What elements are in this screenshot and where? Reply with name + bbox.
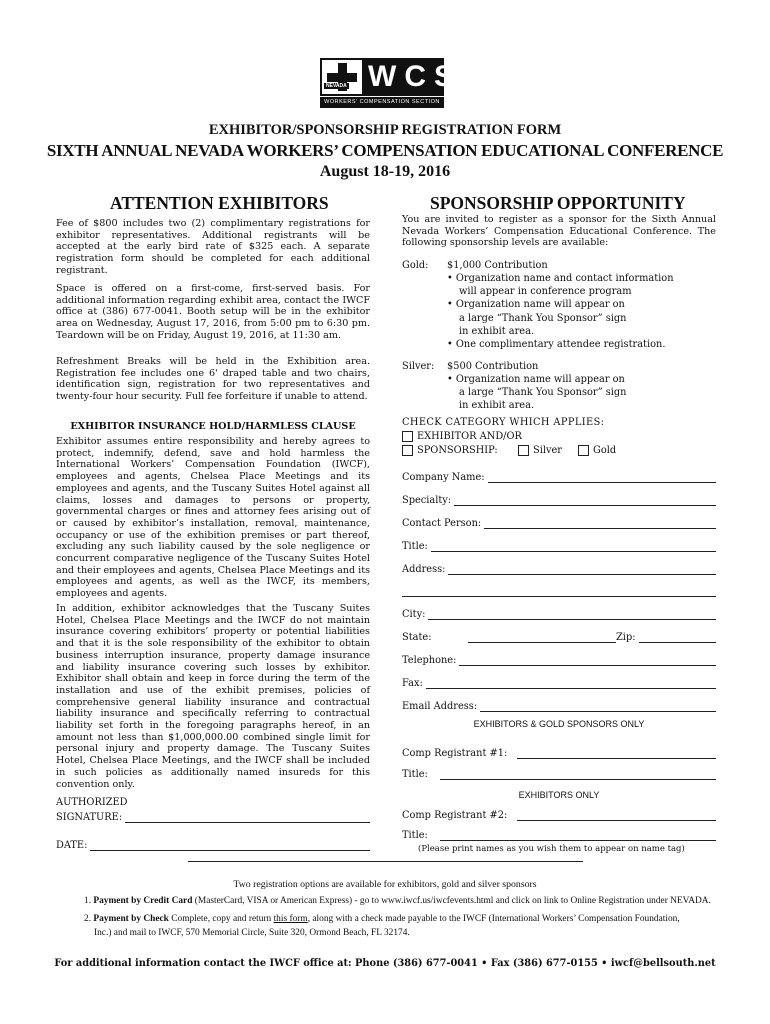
wcs-logo	[320, 58, 462, 108]
date-field[interactable]	[56, 840, 370, 851]
option-credit-card	[84, 895, 744, 909]
comp-registrant-2-field[interactable]	[402, 810, 716, 821]
option-2-text: Complete, copy and return	[171, 914, 272, 924]
sponsorship-option	[402, 445, 498, 456]
option-2-address: Inc.) and mail to IWCF, 570 Memorial Circle, Suite 320, Ormond Beach, FL 32174.	[94, 927, 410, 938]
signature-field[interactable]	[56, 812, 370, 823]
silver-benefits	[447, 373, 626, 413]
option-check	[84, 913, 744, 940]
indemnify-paragraph: Exhibitor assumes entire responsibility and hereby agrees to protect, indemnify, defend, save and hold harmless the International Workers’ Compensation Foundation (IWCF), employees and agents, Chelsea Place Meetings and its employees and agents, and the Tuscany Suites Hotel against all claims, losses and damages to persons or property, governmental charges or fines and attorney fees arising out of or caused by exhibitor’s installation, removal, maintenance, occupancy or use of the exhibition premises or part thereof, excluding any such liability caused by the sole negligence or concurrent comparative negligence of the Tuscany Suites Hotel and their employees and agents, Chelsea Place Meetings and its employees and agents, as well as the IWCF, its members, employees and agents.	[56, 436, 371, 600]
space-paragraph: Space is offered on a first-come, first-served basis. For additional information regarding exhibit area, contact the IWCF office at (386) 677-0041. Booth setup will be in the exhibitor area on Wednesday, August 17, 2016, from 5:00 pm to 6:30 pm. Teardown will be on Friday, August 19, 2016, at 11:30 am.	[56, 283, 370, 341]
refreshment-paragraph: Refreshment Breaks will be held in the Exhibition area. Registration fee includes one 6' draped table and two chairs, identification sign, registration for two representatives and twenty-four hour security. Full fee forfeiture if unable to attend.	[56, 356, 370, 403]
option-1-number: 1.	[84, 896, 92, 906]
comp-title-2-label: Title:	[402, 830, 428, 841]
comp-title-1-field[interactable]	[402, 769, 716, 780]
comp-registrant-1-label: Comp Registrant #1:	[402, 748, 508, 759]
address-field[interactable]	[402, 564, 716, 575]
specialty-field[interactable]	[402, 495, 716, 506]
email-label: Email Address:	[402, 701, 478, 712]
option-1-text: (MasterCard, VISA or American Express) - go to www.iwcf.us/iwcfevents.html and click on link to Online Registration under NEVADA.	[194, 896, 711, 906]
option-1-title: Payment by Credit Card	[93, 896, 193, 906]
state-field[interactable]	[402, 632, 616, 643]
gold-amount: $1,000 Contribution	[447, 260, 548, 271]
state-label: State:	[402, 632, 432, 643]
option-2-number: 2.	[84, 914, 92, 924]
silver-amount: $500 Contribution	[447, 361, 539, 372]
silver-benefit: a large “Thank You Sponsor” sign	[459, 387, 627, 399]
signature-label: SIGNATURE:	[56, 812, 123, 823]
exhibitor-option-label: EXHIBITOR AND/OR	[417, 431, 522, 442]
exhibitor-checkbox[interactable]	[402, 431, 413, 442]
silver-benefit: • Organization name will appear on	[447, 374, 625, 385]
silver-option-label: Silver	[533, 445, 562, 456]
gold-option-label: Gold	[593, 445, 617, 456]
address-label: Address:	[402, 564, 446, 575]
insurance-paragraph: In addition, exhibitor acknowledges that the Tuscany Suites Hotel, Chelsea Place Meetings and the IWCF do not maintain insurance covering exhibitors’ property or potential liabilities and that it is the sole responsibility of the exhibitor to obtain business interruption insurance, property damage insurance and liability insurance covering such losses by exhibitor. Exhibitor shall obtain and keep in force during the term of the installation and use of the exhibit premises, policies of comprehensive general liability insurance and contractual liability insurance and specifically referring to contractual liability set forth in the foregoing paragraphs hereof, in an amount not less than $1,000,000.00 combined single limit for personal injury and property damage. The Tuscany Suites Hotel, Chelsea Place Meetings, and the IWCF shall be included in such policies as additionally named insureds for this convention only.	[56, 603, 370, 790]
contact-person-field[interactable]	[402, 518, 716, 529]
sponsorship-intro: You are invited to register as a sponsor for the Sixth Annual Nevada Workers’ Compensation Educational Conference. The following sponsorship levels are available:	[402, 214, 716, 249]
silver-benefit: in exhibit area.	[459, 400, 535, 412]
insurance-heading: EXHIBITOR INSURANCE HOLD/HARMLESS CLAUSE	[70, 421, 356, 432]
sponsorship-checkbox[interactable]	[402, 445, 413, 456]
gold-benefit: will appear in conference program	[459, 286, 632, 298]
this-form-link[interactable]: this form	[273, 914, 308, 924]
silver-checkbox[interactable]	[518, 445, 529, 456]
fax-field[interactable]	[402, 678, 716, 689]
name-tag-note: (Please print names as you wish them to appear on name tag)	[418, 844, 685, 854]
zip-field[interactable]	[616, 632, 716, 643]
gold-benefit: in exhibit area.	[459, 325, 535, 337]
logo-mark: WCS	[368, 60, 462, 93]
telephone-field[interactable]	[402, 655, 716, 666]
exhibitor-option[interactable]	[402, 431, 522, 442]
logo-subtitle: WORKERS' COMPENSATION SECTION	[320, 97, 444, 108]
specialty-label: Specialty:	[402, 495, 452, 506]
fee-paragraph: Fee of $800 includes two (2) complimentary registrations for exhibitor representatives. Additional registrants will be accepted at the early bird rate of $325 each. A separate registration form should be completed for each additional registrant.	[56, 218, 370, 276]
telephone-label: Telephone:	[402, 655, 457, 666]
gold-benefit: • Organization name will appear on	[447, 299, 625, 311]
sponsorship-heading: SPONSORSHIP OPPORTUNITY	[430, 193, 686, 213]
company-name-label: Company Name:	[402, 472, 485, 483]
conference-title: SIXTH ANNUAL NEVADA WORKERS’ COMPENSATION EDUCATIONAL CONFERENCE	[46, 141, 724, 160]
gold-label: Gold:	[402, 260, 429, 271]
gold-benefit: • Organization name and contact information	[447, 273, 674, 284]
conference-dates: August 18-19, 2016	[319, 163, 451, 180]
comp-title-2-field[interactable]	[402, 830, 716, 841]
check-category-heading: CHECK CATEGORY WHICH APPLIES:	[402, 417, 605, 428]
contact-info: For additional information contact the IWCF office at: Phone (386) 677-0041 • Fax (386) 677-0155 • iwcf@bellsouth.net	[54, 958, 716, 969]
company-name-field[interactable]	[402, 472, 716, 483]
gold-benefit: a large “Thank You Sponsor” sign	[459, 312, 627, 324]
city-field[interactable]	[402, 609, 716, 620]
silver-label: Silver:	[402, 361, 435, 372]
date-label: DATE:	[56, 840, 88, 851]
contact-person-label: Contact Person:	[402, 518, 482, 529]
logo-state: NEVADA	[326, 83, 347, 89]
email-field[interactable]	[402, 701, 716, 712]
sponsorship-option-label: SPONSORSHIP:	[417, 445, 498, 456]
comp-registrant-1-field[interactable]	[402, 748, 716, 759]
title-field[interactable]	[402, 541, 716, 552]
zip-label: Zip:	[616, 632, 636, 643]
gold-option[interactable]	[578, 445, 616, 456]
comp-title-1-label: Title:	[402, 769, 428, 780]
form-title: EXHIBITOR/SPONSORSHIP REGISTRATION FORM	[208, 122, 562, 138]
city-label: City:	[402, 609, 426, 620]
section-divider	[188, 861, 583, 862]
option-2-text-cont: , along with a check made payable to the IWCF (International Workers’ Compensation Foundation,	[307, 914, 680, 924]
exhibitors-gold-note: EXHIBITORS & GOLD SPONSORS ONLY	[473, 719, 645, 729]
title-label: Title:	[402, 541, 428, 552]
gold-benefit: • One complimentary attendee registration.	[447, 339, 666, 351]
gold-benefits	[447, 272, 674, 351]
option-2-title: Payment by Check	[93, 914, 169, 924]
comp-registrant-2-label: Comp Registrant #2:	[402, 810, 508, 821]
authorized-label: AUTHORIZED	[56, 797, 128, 808]
registration-options-intro: Two registration options are available for exhibitors, gold and silver sponsors	[233, 879, 537, 890]
silver-option[interactable]	[518, 445, 562, 456]
gold-checkbox[interactable]	[578, 445, 589, 456]
fax-label: Fax:	[402, 678, 423, 689]
exhibitors-only-note: EXHIBITORS ONLY	[518, 790, 600, 800]
address-line-2[interactable]	[402, 596, 716, 597]
attention-exhibitors-heading: ATTENTION EXHIBITORS	[110, 193, 329, 213]
